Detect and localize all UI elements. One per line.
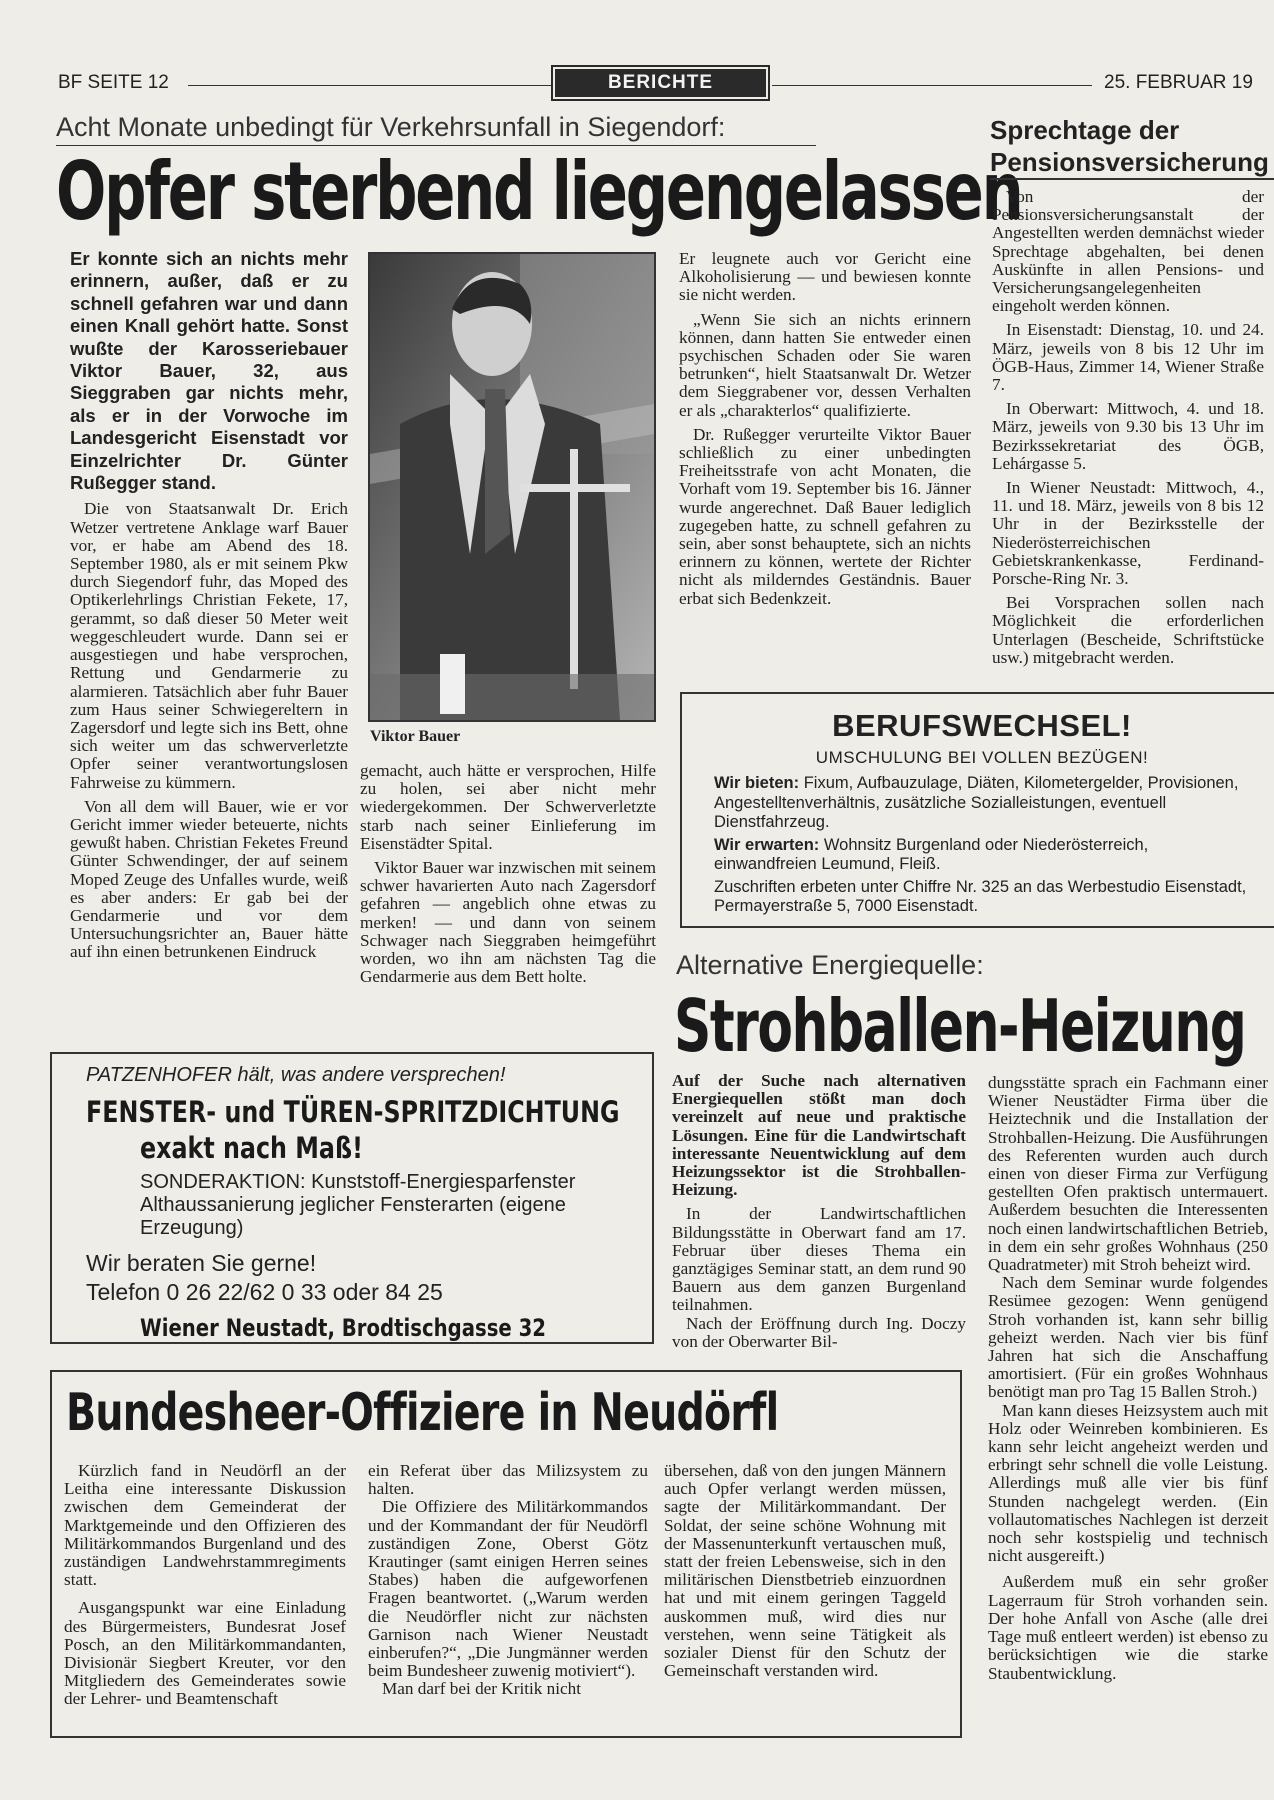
- article3-paragraph: Man darf bei der Kritik nicht: [382, 1679, 582, 1699]
- article3-headline: Bundesheer-Offiziere in Neudörfl: [66, 1383, 779, 1443]
- ad-offer: [714, 774, 1250, 833]
- article-column-1: [70, 248, 348, 962]
- article-column-3: [679, 250, 971, 608]
- article3-paragraph: Ausgangspunkt war eine Einladung des Bürgermeisters, Bundesrat Josef Posch, an den Militärkommandanten, Divisionär Siegbert Kreuter, vor den Mitgliedern des Gemeinderates sowie der Lehrer- und Beamtenschaft: [64, 1598, 346, 1709]
- article-paragraph: Von all dem will Bauer, wie er vor Gericht immer wieder beteuerte, nichts gewußt haben. Christian Feketes Freund Günter Schwendinger, der auf seinem Moped Zeuge des Unfalles wurde, weiß es aber anders: Er gab bei der Gendarmerie und vor dem Untersuchungsrichter an, Bauer hätte auf ihn einen betrunkenen Eindruck: [70, 796, 348, 962]
- sidebar-column: [992, 188, 1264, 667]
- article-paragraph: „Wenn Sie sich an nichts erinnern können, dann hatten Sie entweder einen psychischen Schaden oder Sie waren betrunken“, hielt Staatsanwalt Dr. Wetzer dem Sieggrabener vor, dessen Verhalten er als „charakterlos“ qualifizierte.: [679, 309, 971, 420]
- sidebar-paragraph: In Oberwart: Mittwoch, 4. und 18. März, jeweils von 9.30 bis 13 Uhr im Bezirkssekretariat des ÖGB, Lehárgasse 5.: [992, 399, 1264, 473]
- article2-paragraph: Außerdem muß ein sehr großer Lagerraum für Stroh vorhanden sein. Der hohe Anfall von Asche (alle drei Tage muß entleert werden) ist ebenso zu berücksichtigen wie die starke Staubentwicklung.: [988, 1572, 1268, 1683]
- article3-paragraph: ein Referat über das Milizsystem zu halten.: [368, 1461, 648, 1499]
- ad-title-2: exakt nach Maß!: [140, 1131, 363, 1165]
- ad-offer-text: Fixum, Aufbauzulage, Diäten, Kilometergelder, Provisionen, Angestelltenverhältnis, zusätzliche Sozialleistungen, eventuell Dienstfahrzeug.: [714, 774, 1239, 831]
- article2-column-2: [988, 1074, 1268, 1683]
- article2-paragraph: Nach dem Seminar wurde folgendes Resümee gezogen: Wenn genügend Stroh vorhanden ist, kann sehr billig geheizt werden. Nach vier bis fünf Jahren hat sich die Anschaffung amortisiert. (Für ein großes Wohnhaus benötigt man pro Tag 15 Ballen Stroh.): [988, 1273, 1268, 1402]
- ad-expect-text: Wohnsitz Burgenland oder Niederösterreich, einwandfreien Leumund, Fleiß.: [714, 835, 1149, 873]
- article2-column-1: [672, 1072, 966, 1351]
- sidebar-title-line2: Pensionsversicherung: [990, 146, 1274, 180]
- ad-subtitle: UMSCHULUNG BEI VOLLEN BEZÜGEN!: [815, 748, 1149, 767]
- article-column-2: [360, 762, 656, 986]
- sidebar-paragraph: Von der Pensionsversicherungsanstalt der Angestellten werden demnächst wieder Sprechtage abgehalten, bei denen Auskünfte in allen Pensions- und Versicherungsangelegenheiten eingeholt werden können.: [992, 187, 1264, 316]
- ad-slogan: PATZENHOFER hält, was andere versprechen!: [86, 1064, 506, 1086]
- article2-paragraph: Nach der Eröffnung durch Ing. Doczy von der Oberwarter Bil-: [672, 1313, 966, 1351]
- ad-patzenhofer: [50, 1052, 654, 1344]
- ad-advice: Wir beraten Sie gerne!: [86, 1250, 317, 1276]
- photo-caption: Viktor Bauer: [370, 728, 461, 745]
- ad-phone: Telefon 0 26 22/62 0 33 oder 84 25: [86, 1279, 443, 1305]
- ad-offer-text: SONDERAKTION: Kunststoff-Energiesparfenster Althaussanierung jeglicher Fensterarten (eigene Erzeugung): [140, 1171, 576, 1239]
- ad-offer-label: Wir bieten:: [714, 774, 800, 792]
- article2-paragraph: dungsstätte sprach ein Fachmann einer Wiener Neustädter Firma über die Heiztechnik und die Installation der Strohballen-Heizung. Die Ausführungen des Referenten wurden auch durch einen von dieser Firma zur Verfügung gestellten Ofen praktisch untermauert. Außerdem besuchten die Interessenten noch einen landwirtschaftlichen Betrieb, in dem ein sehr großes Wohnhaus (250 Quadratmeter) mit Stroh beheizt wird.: [988, 1074, 1268, 1275]
- article3-paragraph: Kürzlich fand in Neudörfl an der Leitha eine interessante Diskussion zwischen dem Gemeinderat der Marktgemeinde und den Offizieren des Militärkommandos Burgenland und des zuständigen Landwehrstammregiments statt.: [64, 1461, 346, 1590]
- article3-paragraph: Die Offiziere des Militärkommandos und der Kommandant der für Neudörfl zuständigen Zone, Oberst Götz Krautinger (samt einigen Herren seines Stabes) haben die aufgeworfenen Fragen beantwortet. („Warum werden die Neudörfler nicht zur nächsten Garnison nach Wiener Neustadt einberufen?“, „Die Jungmänner werden beim Bundesheer zuwenig motiviert“).: [368, 1497, 648, 1681]
- article3-paragraph: übersehen, daß von den jungen Männern auch Opfer verlangt werden müssen, sagte der Militärkommandant. Der Soldat, der seine schöne Wohnung mit der Massenunterkunft vertauschen muß, statt der freien Lebensweise, sich in den militärischen Dienstbetrieb einzuordnen hat und mit einem geringen Taggeld auskommen muß, wird dies nur verstehen, wenn seine Tätigkeit als sozialer Dienst für den Schutz der Gemeinschaft verstanden wird.: [664, 1461, 946, 1681]
- article2-lead: Auf der Suche nach alternativen Energiequellen stößt man doch vereinzelt auf neue und praktische Lösungen. Eine für die Landwirtschaft interessante Neuentwicklung auf dem Heizungssektor ist die Strohballen-Heizung.: [672, 1071, 966, 1200]
- ad-contact: Zuschriften erbeten unter Chiffre Nr. 325 an das Werbestudio Eisenstadt, Permayerstraße 5, 7000 Eisenstadt.: [714, 877, 1247, 915]
- sidebar-paragraph: Bei Vorsprachen sollen nach Möglichkeit die erforderlichen Unterlagen (Bescheide, Schriftstücke usw.) mitgebracht werden.: [992, 593, 1264, 667]
- article-headline: Opfer sterbend liegengelassen: [56, 145, 1022, 238]
- article2-kicker: Alternative Energiequelle:: [676, 950, 984, 980]
- article-paragraph: Die von Staatsanwalt Dr. Erich Wetzer vertretene Anklage warf Bauer vor, er habe am Abend des 18. September 1980, als er mit seinem Pkw durch Siegendorf fuhr, das Moped des Optikerlehrlings Christian Fekete, 17, gerammt, so daß dieser 50 Meter weit weggeschleudert wurde. Dann sei er ausgestiegen und habe versprochen, Rettung und Gendarmerie zu alarmieren. Tatsächlich aber fuhr Bauer zum Haus seiner Schwiegereltern in Zagersdorf und legte sich ins Bett, ohne sich weiter um das schwerverletzte Opfer seiner verantwortungslosen Fahrweise zu kümmern.: [70, 499, 348, 792]
- article-lead: Er konnte sich an nichts mehr erinnern, außer, daß er zu schnell gefahren war und dann einen Knall gehört hatte. Sonst wußte der Karosseriebauer Viktor Bauer, 32, aus Sieggraben gar nichts mehr, als er in der Vorwoche im Landesgericht Eisenstadt vor Einzelrichter Dr. Günter Rußegger stand.: [70, 248, 348, 494]
- ad-title-1: FENSTER- und TÜREN-SPRITZDICHTUNG: [86, 1095, 620, 1129]
- issue-date: 25. FEBRUAR 19: [1104, 72, 1253, 93]
- sidebar-title: [990, 114, 1274, 180]
- section-badge: BERICHTE: [555, 69, 766, 97]
- article2-paragraph: Man kann dieses Heizsystem auch mit Holz oder Weinreben kombinieren. Es kann sehr leicht angeheizt werden und erbringt sehr schnell die volle Leistung. Allerdings muß alle vier bis fünf Stunden nachgelegt werden. (Ein vollautomatisches Nachlegen ist derzeit noch sehr kostspielig und technisch nicht ausgereift.): [988, 1400, 1268, 1566]
- ad-expect: [714, 836, 1250, 875]
- ad-address: Wiener Neustadt, Brodtischgasse 32: [140, 1314, 547, 1342]
- article2-headline: Strohballen-Heizung: [674, 984, 1246, 1068]
- article3-column-2: [368, 1462, 648, 1699]
- article-paragraph: Er leugnete auch vor Gericht eine Alkoholisierung — und bewiesen konnte sie nicht werden.: [679, 249, 971, 305]
- article2-paragraph: In der Landwirtschaftlichen Bildungsstätte in Oberwart fand am 17. Februar über dieses Thema ein ganztägiges Seminar statt, an dem rund 90 Bauern aus dem ganzen Burgenland teilnahmen.: [672, 1204, 966, 1315]
- article-paragraph: Viktor Bauer war inzwischen mit seinem schwer havarierten Auto nach Zagersdorf gefahren — angeblich ohne etwas zu merken! — und dann von seinem Schwager nach Sieggraben heimgeführt worden, wo ihn am nächsten Tag die Gendarmerie aus dem Bett holte.: [360, 858, 656, 987]
- sidebar-title-line1: Sprechtage der: [990, 115, 1180, 145]
- photo-viktor-bauer: [368, 252, 656, 722]
- ad-expect-label: Wir erwarten:: [714, 835, 820, 854]
- article-paragraph: Dr. Rußegger verurteilte Viktor Bauer schließlich zu einer unbedingten Freiheitsstrafe von acht Monaten, die Vorhaft vom 19. September bis 16. Jänner wurde angerechnet. Daß Bauer lediglich zugegeben hatte, zu schnell gefahren zu sein, aber sonst behauptete, sich an nichts erinnern zu können, wertete der Richter nicht als milderndes Geständnis. Bauer erbat sich Bedenkzeit.: [679, 424, 971, 608]
- article-kicker: Acht Monate unbedingt für Verkehrsunfall in Siegendorf:: [56, 112, 726, 142]
- ad-title: BERUFSWECHSEL!: [832, 708, 1132, 743]
- article3-column-3: [664, 1462, 946, 1680]
- page-number: BF SEITE 12: [58, 72, 169, 93]
- portrait-image: [370, 254, 654, 720]
- sidebar-paragraph: In Wiener Neustadt: Mittwoch, 4., 11. und 18. März, jeweils von 8 bis 12 Uhr in der Bezirksstelle der Niederösterreichischen Gebietskrankenkasse, Ferdinand-Porsche-Ring Nr. 3.: [992, 478, 1264, 589]
- ad-berufswechsel: [680, 692, 1274, 928]
- sidebar-paragraph: In Eisenstadt: Dienstag, 10. und 24. März, jeweils von 8 bis 12 Uhr im ÖGB-Haus, Zimmer 14, Wiener Straße 7.: [992, 320, 1264, 395]
- article3-column-1: [64, 1462, 346, 1709]
- header-rule-left: [188, 85, 553, 86]
- header-rule-right: [772, 85, 1092, 86]
- article-paragraph: gemacht, auch hätte er versprochen, Hilfe zu holen, sei aber nicht mehr wiedergekommen. Der Schwerverletzte starb nach seiner Einlieferung im Eisenstädter Spital.: [360, 761, 656, 853]
